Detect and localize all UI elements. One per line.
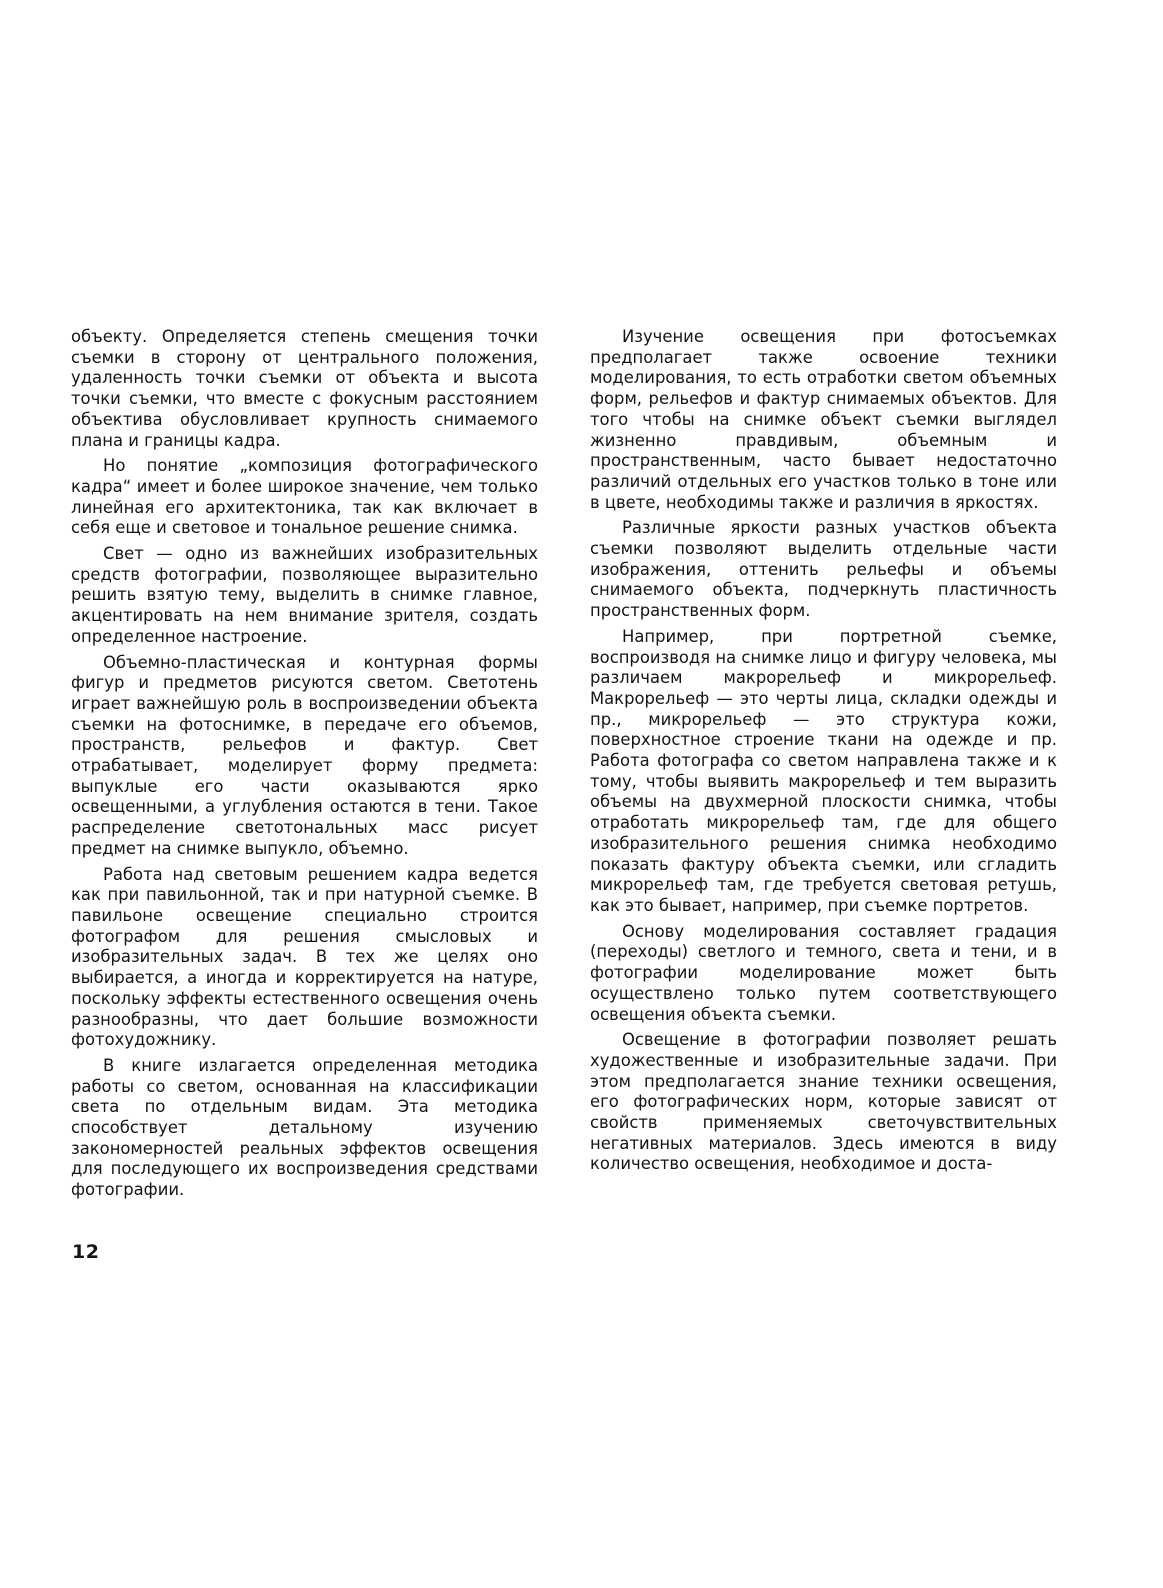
right-text-column: [590, 327, 1057, 1180]
page-number: 12: [72, 1241, 100, 1263]
paragraph: Изучение освещения при фотосъемках предполагает также освоение техники моделирования, то есть отработки светом объемных форм, рельефов и фактур снимаемых объектов. Для того чтобы на снимке объект съемки выглядел жизненно правдивым, объемным и пространственным, часто бывает недостаточно различий отдельных его участков только в тоне или в цвете, необходимы также и различия в яркостях.: [590, 327, 1057, 512]
left-text-column: [71, 327, 538, 1206]
paragraph: Но понятие „композиция фотографического кадра“ имеет и более широкое значение, чем только линейная его архитектоника, так как включает в себя еще и световое и тональное решение снимка.: [71, 456, 538, 538]
paragraph: Работа над световым решением кадра ведется как при павильонной, так и при натурной съемке. В павильоне освещение специально строится фотографом для решения смысловых и изобразительных задач. В тех же целях оно выбирается, а иногда и корректируется на натуре, поскольку эффекты естественного освещения очень разнообразны, что дает большие возможности фотохудожнику.: [71, 864, 538, 1050]
paragraph: Например, при портретной съемке, воспроизводя на снимке лицо и фигуру человека, мы различаем макрорельеф и микрорельеф. Макрорельеф — это черты лица, складки одежды и пр., микрорельеф — это структура кожи, поверхностное строение ткани на одежде и пр. Работа фотографа со светом направлена также и к тому, чтобы выявить макрорельеф и тем выразить объемы на двухмерной плоскости снимка, чтобы отработать микрорельеф там, где для общего изобразительного решения снимка необходимо показать фактуру объекта съемки, или сгладить микрорельеф там, где требуется световая ретушь, как это бывает, например, при съемке портретов.: [590, 626, 1057, 915]
paragraph: Свет — одно из важнейших изобразительных средств фотографии, позволяющее выразительно решить взятую тему, выделить в снимке главное, акцентировать на нем внимание зрителя, создать определенное настроение.: [71, 544, 538, 646]
paragraph: Различные яркости разных участков объекта съемки позволяют выделить отдельные части изображения, оттенить рельефы и объемы снимаемого объекта, подчеркнуть пластичность пространственных форм.: [590, 518, 1057, 621]
paragraph: Основу моделирования составляет градация (переходы) светлого и темного, света и тени, и в фотографии моделирование может быть осуществлено только путем соответствующего освещения объекта съемки.: [590, 921, 1057, 1024]
paragraph: Объемно-пластическая и контурная формы фигур и предметов рисуются светом. Светотень играет важнейшую роль в воспроизведении объекта съемки на фотоснимке, в передаче его объемов, пространств, рельефов и фактур. Свет отрабатывает, моделирует форму предмета: выпуклые его части оказываются ярко освещенными, а углубления остаются в тени. Такое распределение светотональных масс рисует предмет на снимке выпукло, объемно.: [71, 652, 538, 858]
paragraph: объекту. Определяется степень смещения точки съемки в сторону от центрального положения, удаленность точки съемки от объекта и высота точки съемки, что вместе с фокусным расстоянием объектива обусловливает крупность снимаемого плана и границы кадра.: [71, 327, 538, 450]
paragraph: Освещение в фотографии позволяет решать художественные и изобразительные задачи. При этом предполагается знание техники освещения, его фотографических норм, которые зависят от свойств применяемых светочувствительных негативных материалов. Здесь имеются в виду количество освещения, необходимое и доста-: [590, 1030, 1057, 1174]
paragraph: В книге излагается определенная методика работы со светом, основанная на классификации света по отдельным видам. Эта методика способствует детальному изучению закономерностей реальных эффектов освещения для последующего их воспроизведения средствами фотографии.: [71, 1055, 538, 1200]
